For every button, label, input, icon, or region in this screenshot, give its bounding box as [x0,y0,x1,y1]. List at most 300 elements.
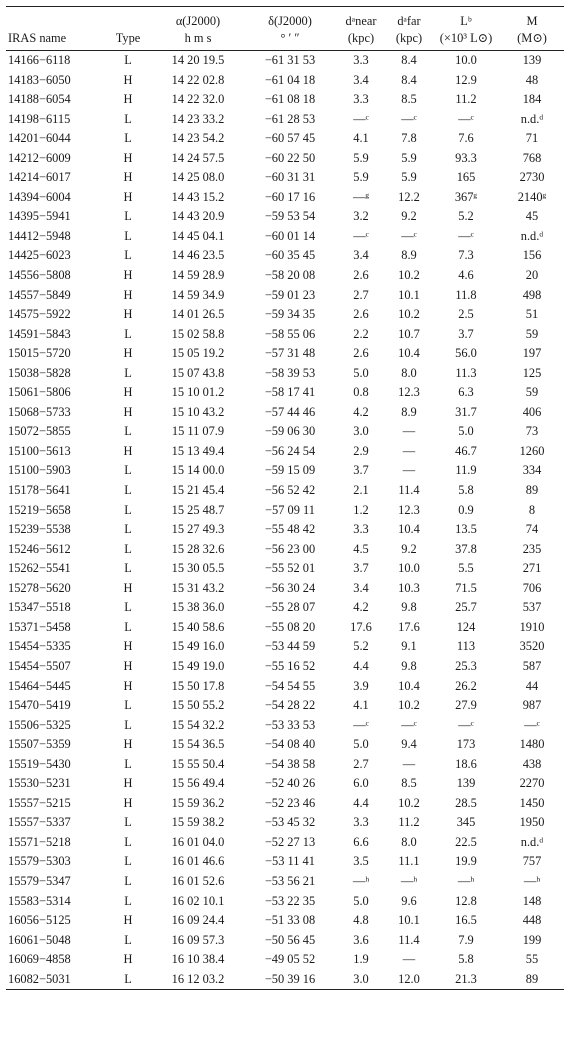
table-row [6,872,564,892]
table-row [6,559,564,579]
table-cell: 89 [500,970,564,990]
table-cell: 16 09 57.3 [171,932,225,947]
table-cell: 11.3 [455,365,477,380]
table-body [6,51,564,990]
table-cell: 15 59 38.2 [171,815,225,830]
table-cell: n.d.ᵈ [520,228,544,243]
table-cell: 2270 [519,776,545,791]
table-cell: H [123,795,133,810]
table-cell: 2.6 [353,346,369,361]
table-cell: 15 54 36.5 [171,737,225,752]
table-cell: 93.3 [455,150,477,165]
table-cell: 15262−5541 [8,561,71,576]
table-cell: —ʰ [457,873,475,888]
table-cell: 15 56 49.4 [171,776,225,791]
table-cell: H [123,268,133,283]
table-cell: 8.9 [401,248,417,263]
table-cell: 8.9 [401,404,417,419]
table-cell: 16.5 [455,913,477,928]
table-cell: 20 [525,268,539,283]
table-cell: H [123,580,133,595]
table-cell: 14 59 34.9 [171,287,225,302]
table-cell: 1.9 [353,952,369,967]
table-cell: 59 [525,326,539,341]
table-cell: H [123,737,133,752]
table-cell: 56.0 [455,346,477,361]
table-cell: 367ᵍ [454,189,478,204]
table-cell: −52 27 13 [264,834,316,849]
table-row [6,129,564,149]
table-cell: —ᶜ [401,111,417,126]
table-cell: 12.8 [455,893,477,908]
table-cell: 15530−5231 [8,776,71,791]
table-cell: 5.9 [401,170,417,185]
table-cell: 15100−5613 [8,443,71,458]
table-cell: 15 49 16.0 [171,639,225,654]
table-cell: −53 45 32 [264,815,316,830]
table-cell: 15470−5419 [8,698,71,713]
table-cell: 3.5 [353,854,369,869]
table-cell: — [402,463,416,478]
table-cell: 987 [522,698,542,713]
table-cell: 17.6 [398,619,420,634]
table-cell: 14201−6044 [8,131,71,146]
table-row [6,677,564,697]
table-cell: 15 49 19.0 [171,658,225,673]
table-cell: — [402,756,416,771]
table-cell: 14 25 08.0 [171,170,225,185]
table-cell: L [124,131,132,146]
table-cell: 15519−5430 [8,756,71,771]
table-cell: L [124,365,132,380]
table-cell: −58 39 53 [264,365,316,380]
table-cell: 15239−5538 [8,522,71,537]
table-cell: 2.7 [353,756,369,771]
table-cell: −56 23 00 [264,541,316,556]
table-cell: 15 50 17.8 [171,678,225,693]
table-cell: 15 25 48.7 [171,502,225,517]
table-cell: H [123,776,133,791]
table-cell: 9.2 [401,541,417,556]
table-cell: 11.1 [398,854,420,869]
table-cell: 11.8 [455,287,477,302]
table-cell: 1.2 [353,502,369,517]
header-cell: ° ′ ″ [244,30,336,51]
table-cell: H [123,307,133,322]
table-cell: L [124,326,132,341]
table-row [6,168,564,188]
table-cell: 31.7 [455,404,477,419]
table-cell: L [124,698,132,713]
table-cell: 271 [522,561,542,576]
table-cell: 14425−6023 [8,248,71,263]
table-cell: L [124,53,132,67]
table-cell: L [124,502,132,517]
table-cell: 16069−4858 [8,952,71,967]
table-cell: 18.6 [455,756,477,771]
table-row [6,501,564,521]
table-row [6,364,564,384]
table-cell: 587 [522,658,542,673]
table-cell: 2.1 [353,483,369,498]
table-cell: 14 22 02.8 [171,72,225,87]
table-cell: L [124,619,132,634]
table-cell: 10.2 [398,307,420,322]
table-cell: 4.4 [353,658,369,673]
table-cell: 46.7 [455,443,477,458]
table-cell: L [124,756,132,771]
table-cell: 11.2 [455,92,477,107]
table-cell: 7.9 [458,932,474,947]
table-row [6,618,564,638]
table-cell: 8.4 [401,53,417,67]
table-row [6,774,564,794]
table-cell: 14166−6118 [8,53,71,67]
table-cell: 19.9 [455,854,477,869]
table-cell: 5.8 [458,483,474,498]
table-cell: 14 22 32.0 [171,92,225,107]
table-cell: −59 01 23 [264,287,316,302]
table-cell: 15 31 43.2 [171,580,225,595]
table-row [6,540,564,560]
table-cell: −54 28 22 [264,698,316,713]
table-cell: 14 45 04.1 [171,228,225,243]
table-cell: 15 30 05.5 [171,561,225,576]
table-cell: 15 10 43.2 [171,404,225,419]
table-cell: H [123,443,133,458]
table-cell: 15454−5335 [8,639,71,654]
table-row [6,207,564,227]
table-cell: 2.6 [353,268,369,283]
table-cell: —ᶜ [353,111,369,126]
table-cell: 22.5 [455,834,477,849]
table-cell: 16 12 03.2 [152,970,244,990]
table-cell: 9.8 [401,600,417,615]
table-cell: 16 02 10.1 [171,893,225,908]
table-row [6,735,564,755]
table-row [6,931,564,951]
table-row [6,422,564,442]
table-cell: 51 [525,307,539,322]
table-cell: — [402,952,416,967]
table-cell: 15 10 01.2 [171,385,225,400]
table-cell: 3.3 [353,53,369,67]
table-cell: 25.7 [455,600,477,615]
table-cell: 16056−5125 [8,913,71,928]
table-row [6,71,564,91]
table-cell: 14395−5941 [8,209,71,224]
table-row [6,794,564,814]
table-cell: −53 22 35 [264,893,316,908]
table-row [6,227,564,247]
table-cell: H [123,287,133,302]
table-cell: 3.3 [353,815,369,830]
table-cell: L [124,893,132,908]
table-cell: 14591−5843 [8,326,71,341]
header-cell [104,9,152,30]
iras-source-table [6,6,564,990]
table-cell: −59 34 35 [264,307,316,322]
table-cell: 156 [522,248,542,263]
table-cell: 3.7 [353,561,369,576]
table-cell: 438 [522,756,542,771]
table-cell: 14188−6054 [8,92,71,107]
table-cell: 3.4 [353,248,369,263]
table-cell: 15 40 58.6 [171,619,225,634]
header-cell: dᵃfar [397,14,421,28]
table-cell: 15038−5828 [8,365,71,380]
table-row [6,911,564,931]
table-cell: 14 43 20.9 [171,209,225,224]
table-cell: 14214−6017 [8,170,71,185]
table-cell: H [123,658,133,673]
table-cell: 4.2 [353,600,369,615]
table-cell: 12.2 [398,189,420,204]
table-cell: 5.0 [353,893,369,908]
table-cell: 14212−6009 [8,150,71,165]
table-cell: 15 21 45.4 [171,483,225,498]
table-cell: n.d.ᵈ [520,111,544,126]
table-row [6,696,564,716]
table-cell: 15061−5806 [8,385,71,400]
table-cell: −59 53 54 [264,209,316,224]
table-row [6,813,564,833]
table-cell: 1260 [519,443,545,458]
header-cell: (kpc) [386,30,432,51]
table-cell: 139 [456,776,476,791]
table-cell: 12.3 [398,385,420,400]
table-cell: 10.4 [398,522,420,537]
table-cell: 21.3 [432,970,500,990]
table-row [6,716,564,736]
table-cell: 16 10 38.4 [171,952,225,967]
table-cell: −55 08 20 [264,619,316,634]
table-cell: H [123,72,133,87]
table-cell: 71.5 [455,580,477,595]
table-cell: 27.9 [455,698,477,713]
table-cell: 3.0 [336,970,386,990]
table-cell: 14 23 54.2 [171,131,225,146]
table-cell: —ᶜ [524,717,540,732]
header-cell: Lᵇ [460,14,472,28]
table-cell: 3.3 [353,92,369,107]
table-cell: 4.2 [353,404,369,419]
table-cell: 9.2 [401,209,417,224]
table-cell: L [124,248,132,263]
table-cell: 3.7 [458,326,474,341]
table-cell: 184 [522,92,542,107]
table-row [6,755,564,775]
table-cell: 12.3 [398,502,420,517]
table-row [6,286,564,306]
header-cell: α(J2000) [175,14,221,28]
header-cell: IRAS name [6,30,104,51]
table-cell: 15454−5507 [8,658,71,673]
table-cell: 8.5 [401,776,417,791]
table-cell: 3.2 [353,209,369,224]
table-cell: 15347−5518 [8,600,71,615]
table-row [6,892,564,912]
table-cell: 15583−5314 [8,893,71,908]
table-cell: 59 [525,385,539,400]
table-cell: 768 [522,150,542,165]
table-cell: 15 14 00.0 [171,463,225,478]
table-cell: −58 20 08 [264,268,316,283]
table-cell: 173 [456,737,476,752]
table-cell: L [124,854,132,869]
header-cell: M [526,14,538,28]
table-cell: 7.6 [458,131,474,146]
table-cell: 26.2 [455,678,477,693]
table-cell: −61 04 18 [264,72,316,87]
table-cell: 15 07 43.8 [171,365,225,380]
table-cell: 11.4 [398,483,420,498]
table-cell: 15 38 36.0 [171,600,225,615]
table-cell: −54 54 55 [264,678,316,693]
table-cell: −53 56 21 [264,873,316,888]
table-cell: 4.1 [353,698,369,713]
table-cell: 10.0 [398,561,420,576]
table-cell: 2.2 [353,326,369,341]
table-row [6,657,564,677]
table-cell: 13.5 [455,522,477,537]
table-cell: L [104,970,152,990]
table-cell: L [124,522,132,537]
table-cell: 10.2 [398,698,420,713]
table-row [6,110,564,130]
table-row [6,481,564,501]
table-cell: 537 [522,600,542,615]
table-row [6,305,564,325]
table-cell: 10.4 [398,346,420,361]
header-row-1 [6,9,564,30]
table-cell: −55 48 42 [264,522,316,537]
table-cell: 706 [522,580,542,595]
table-cell: 10.2 [398,268,420,283]
table-cell: 15506−5325 [8,717,71,732]
table-cell: 757 [522,854,542,869]
table-cell: 11.4 [398,932,420,947]
table-cell: L [124,873,132,888]
table-row [6,598,564,618]
table-cell: —ʰ [523,873,541,888]
table-cell: —ᶜ [458,717,474,732]
header-cell: dᵃnear [345,14,377,28]
table-cell: 197 [522,346,542,361]
table-cell: 14575−5922 [8,307,71,322]
table-cell: 498 [522,287,542,302]
table-row [6,383,564,403]
table-cell: 113 [456,639,476,654]
table-cell: 15 28 32.6 [171,541,225,556]
table-cell: L [124,228,132,243]
table-cell: L [124,561,132,576]
table-row [6,51,564,71]
table-cell: −59 06 30 [264,424,316,439]
table-row [6,149,564,169]
table-cell: —ᶜ [353,228,369,243]
table-cell: 14183−6050 [8,72,71,87]
table-cell: H [123,639,133,654]
table-cell: L [124,717,132,732]
table-cell: 2.6 [353,307,369,322]
table-cell: 15507−5359 [8,737,71,752]
table-cell: —ᵍ [352,189,370,204]
table-cell: 5.0 [353,365,369,380]
table-cell: 2730 [519,170,545,185]
table-cell: —ᶜ [458,111,474,126]
table-cell: 25.3 [455,658,477,673]
table-cell: 3.3 [353,522,369,537]
table-cell: 15219−5658 [8,502,71,517]
table-cell: −51 33 08 [264,913,316,928]
table-cell: 14 43 15.2 [171,189,225,204]
table-cell: −54 38 58 [264,756,316,771]
table-cell: −53 44 59 [264,639,316,654]
table-cell: —ʰ [400,873,418,888]
table-cell: 14 20 19.5 [171,53,225,67]
table-cell: 15 50 55.2 [171,698,225,713]
table-cell: 73 [525,424,539,439]
table-cell: 5.8 [458,952,474,967]
table-cell: 14394−6004 [8,189,71,204]
table-cell: 7.8 [401,131,417,146]
table-cell: 0.8 [353,385,369,400]
table-cell: 3.7 [353,463,369,478]
table-cell: 14 46 23.5 [171,248,225,263]
table-cell: 4.6 [458,268,474,283]
table-cell: 5.9 [401,150,417,165]
table-cell: L [124,932,132,947]
table-cell: 406 [522,404,542,419]
table-cell: 15579−5303 [8,854,71,869]
table-cell: 10.0 [455,53,477,67]
table-cell: 3.6 [353,932,369,947]
table-cell: 74 [525,522,539,537]
table-cell: 15100−5903 [8,463,71,478]
table-cell: −60 01 14 [264,228,316,243]
table-cell: 345 [456,815,476,830]
table-cell: 15278−5620 [8,580,71,595]
table-cell: 5.2 [353,639,369,654]
table-cell: 5.0 [353,737,369,752]
table-cell: 334 [522,463,542,478]
table-cell: 3.4 [353,580,369,595]
table-cell: 9.8 [401,658,417,673]
table-cell: H [123,189,133,204]
table-cell: L [124,600,132,615]
table-cell: H [123,92,133,107]
table-cell: 11.9 [455,463,477,478]
table-cell: −57 09 11 [265,502,315,517]
table-cell: 3.9 [353,678,369,693]
table-cell: —ᶜ [401,717,417,732]
table-cell: −55 28 07 [264,600,316,615]
table-row [6,520,564,540]
table-cell: 5.9 [353,150,369,165]
table-cell: 37.8 [455,541,477,556]
table-cell: 235 [522,541,542,556]
table-cell: −61 28 53 [264,111,316,126]
table-cell: −55 16 52 [264,658,316,673]
table-cell: n.d.ᵈ [520,834,544,849]
table-cell: 139 [522,53,542,67]
table-cell: −50 56 45 [264,932,316,947]
table-cell: −58 17 41 [264,385,316,400]
table-cell: 89 [525,483,539,498]
table-cell: 0.9 [458,502,474,517]
table-cell: H [123,346,133,361]
